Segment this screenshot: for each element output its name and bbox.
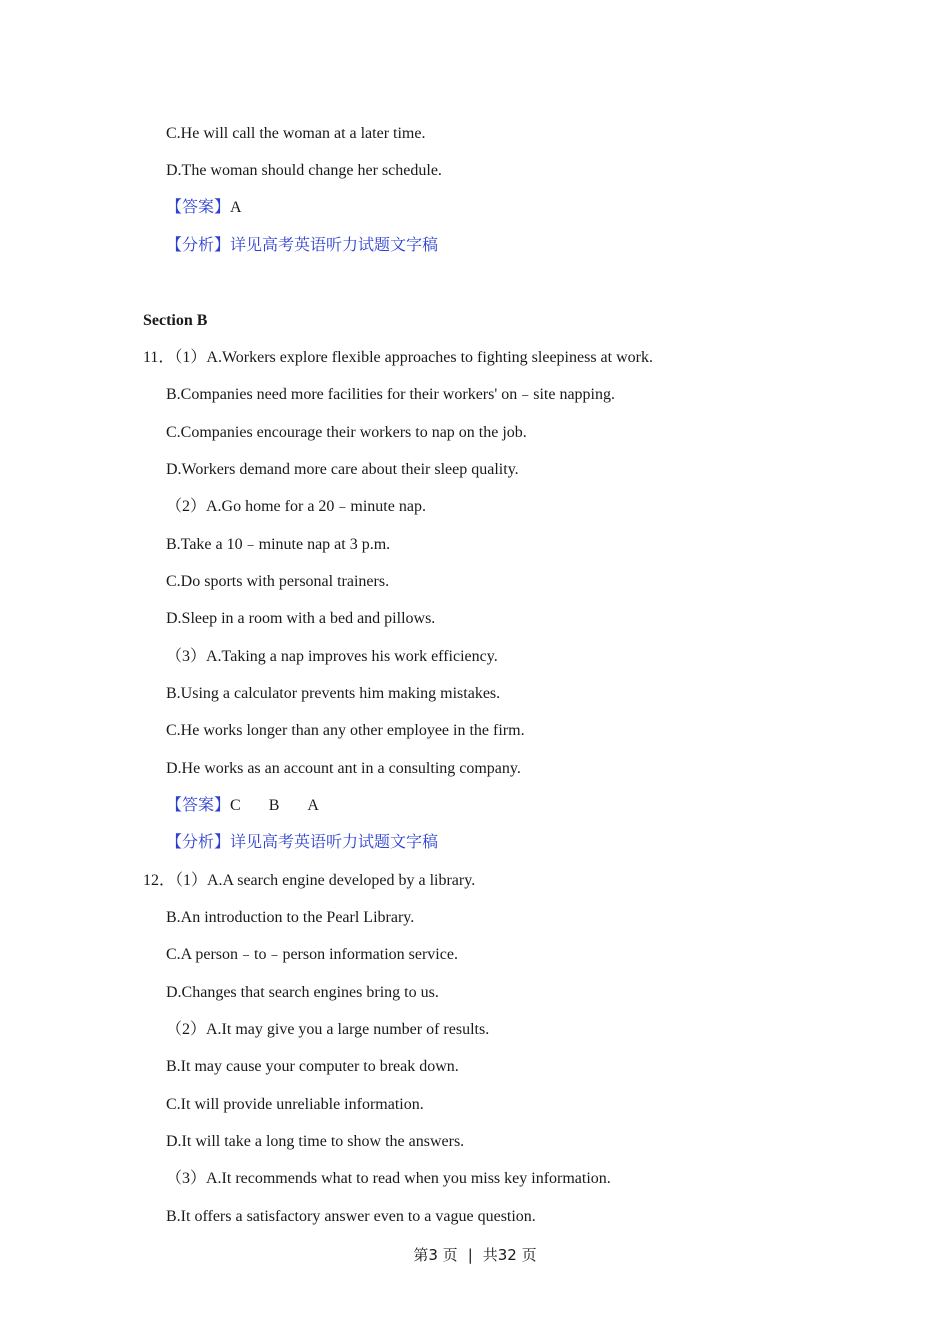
q12-3-option-a: （3）A.It recommends what to read when you miss key information.	[166, 1170, 611, 1187]
q12-3-option-b: B.It offers a satisfactory answer even to a vague question.	[166, 1208, 536, 1225]
page-total: 共32 页	[482, 1246, 537, 1264]
answer-line	[166, 198, 242, 218]
q11-1-option-d: D.Workers demand more care about their sleep quality.	[166, 461, 519, 478]
q11-3-option-c: C.He works longer than any other employee in the firm.	[166, 722, 525, 739]
q11-2-option-b: B.Take a 10﹣minute nap at 3 p.m.	[166, 536, 391, 553]
option-c: C.He will call the woman at a later time.	[166, 125, 426, 142]
q11-1-option-c: C.Companies encourage their workers to nap on the job.	[166, 424, 527, 441]
q11-3-option-b: B.Using a calculator prevents him making mistakes.	[166, 685, 501, 702]
q12-2-option-a: （2）A.It may give you a large number of results.	[166, 1021, 490, 1038]
answer-value: A	[230, 199, 242, 216]
q11-2-option-c: C.Do sports with personal trainers.	[166, 573, 390, 590]
q11-3-option-a: （3）A.Taking a nap improves his work efficiency.	[166, 648, 498, 665]
q12-2-option-b: B.It may cause your computer to break down.	[166, 1058, 459, 1075]
q11-2-option-d: D.Sleep in a room with a bed and pillows.	[166, 610, 436, 627]
q11-2-option-a: （2）A.Go home for a 20﹣minute nap.	[166, 498, 426, 515]
answer-value: A	[307, 797, 319, 814]
page-footer	[0, 1244, 950, 1265]
q12-2-option-d: D.It will take a long time to show the answers.	[166, 1133, 465, 1150]
q12-1-option-c: C.A person﹣to﹣person information service.	[166, 946, 458, 963]
q12-2-option-c: C.It will provide unreliable information.	[166, 1096, 424, 1113]
q11-answer-line	[166, 796, 319, 816]
answer-label: 【答案】	[166, 797, 231, 814]
section-title: Section B	[143, 312, 208, 329]
q12-1-option-b: B.An introduction to the Pearl Library.	[166, 909, 415, 926]
question-12-stem: 12．（1）A.A search engine developed by a library.	[143, 872, 476, 889]
page-number: 第3 页	[413, 1246, 458, 1264]
q11-analysis-line: 【分析】详见高考英语听力试题文字稿	[166, 834, 439, 851]
answer-value: C	[230, 797, 241, 814]
q12-1-option-d: D.Changes that search engines bring to us.	[166, 984, 439, 1001]
answer-value: B	[268, 797, 280, 814]
footer-separator: |	[467, 1246, 473, 1264]
question-11-stem: 11．（1）A.Workers explore flexible approaches to fighting sleepiness at work.	[143, 349, 653, 366]
answer-label: 【答案】	[166, 199, 231, 216]
q11-1-option-b: B.Companies need more facilities for their workers' on﹣site napping.	[166, 386, 615, 403]
q11-3-option-d: D.He works as an account ant in a consulting company.	[166, 760, 521, 777]
analysis-line: 【分析】详见高考英语听力试题文字稿	[166, 237, 439, 254]
option-d: D.The woman should change her schedule.	[166, 162, 442, 179]
